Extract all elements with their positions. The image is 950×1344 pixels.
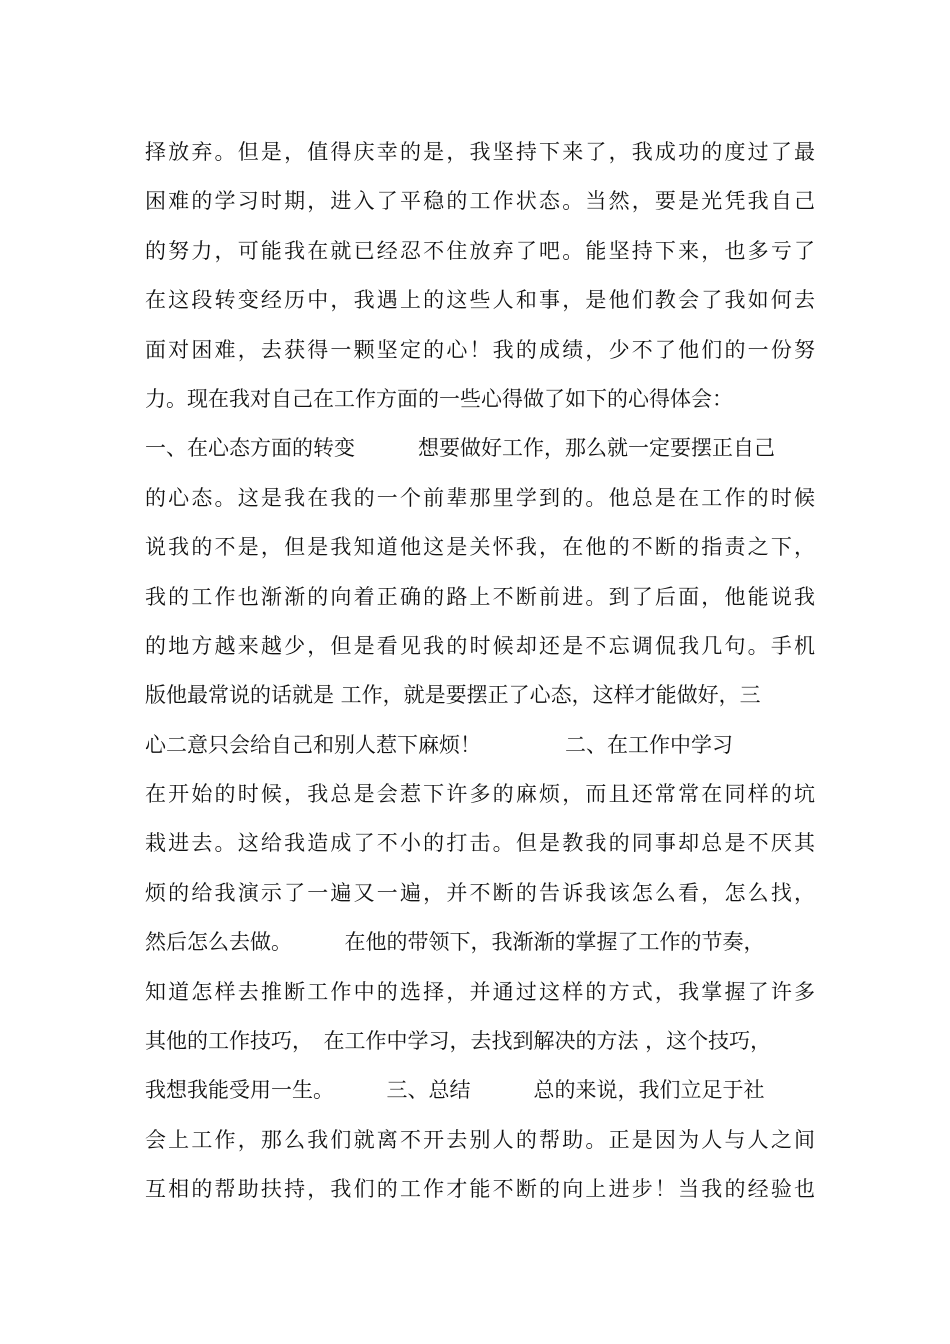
text-line-22: 互相的帮助扶持，我们的工作才能不断的向上进步！当我的经验也	[145, 1177, 815, 1202]
text-line-12: 版他最常说的话就是 工作，就是要摆正了心态，这样才能做好，三	[145, 683, 761, 708]
text-line-7: 一、在心态方面的转变 想要做好工作，那么就一定要摆正自己	[145, 436, 775, 461]
text-line-4: 在这段转变经历中，我遇上的这些人和事，是他们教会了我如何去	[145, 288, 815, 313]
text-line-17: 然后怎么去做。 在他的带领下，我渐渐的掌握了工作的节奏，	[145, 930, 765, 955]
text-line-10: 我的工作也渐渐的向着正确的路上不断前进。到了后面，他能说我	[145, 584, 815, 609]
text-line-19: 其他的工作技巧， 在工作中学习，去找到解决的方法 ，这个技巧，	[145, 1029, 772, 1054]
text-line-16: 烦的给我演示了一遍又一遍，并不断的告诉我该怎么看，怎么找，	[145, 880, 815, 905]
text-line-21: 会上工作，那么我们就离不开去别人的帮助。正是因为人与人之间	[145, 1127, 815, 1152]
text-line-14: 在开始的时候，我总是会惹下许多的麻烦，而且还常常在同样的坑	[145, 782, 815, 807]
text-line-18: 知道怎样去推断工作中的选择，并通过这样的方式，我掌握了许多	[145, 979, 815, 1004]
text-line-5: 面对困难，去获得一颗坚定的心！我的成绩，少不了他们的一份努	[145, 337, 815, 362]
text-line-9: 说我的不是，但是我知道他这是关怀我，在他的不断的指责之下，	[145, 535, 815, 560]
text-line-1: 择放弃。但是，值得庆幸的是，我坚持下来了，我成功的度过了最	[145, 140, 815, 164]
text-line-20: 我想我能受用一生。 三、总结 总的来说，我们立足于社	[145, 1078, 765, 1103]
body-text	[145, 128, 815, 1215]
text-line-8: 的心态。这是我在我的一个前辈那里学到的。他总是在工作的时候	[145, 485, 815, 510]
text-line-13: 心二意只会给自己和别人惹下麻烦！ 二、在工作中学习	[145, 732, 733, 757]
text-line-11: 的地方越来越少，但是看见我的时候却还是不忘调侃我几句。手机	[145, 633, 815, 658]
text-line-15: 栽进去。这给我造成了不小的打击。但是教我的同事却总是不厌其	[145, 831, 815, 856]
text-line-6: 力。现在我对自己在工作方面的一些心得做了如下的心得体会：	[145, 386, 733, 411]
text-line-3: 的努力，可能我在就已经忍不住放弃了吧。能坚持下来，也多亏了	[145, 238, 815, 263]
text-line-2: 困难的学习时期，进入了平稳的工作状态。当然，要是光凭我自己	[145, 189, 815, 214]
